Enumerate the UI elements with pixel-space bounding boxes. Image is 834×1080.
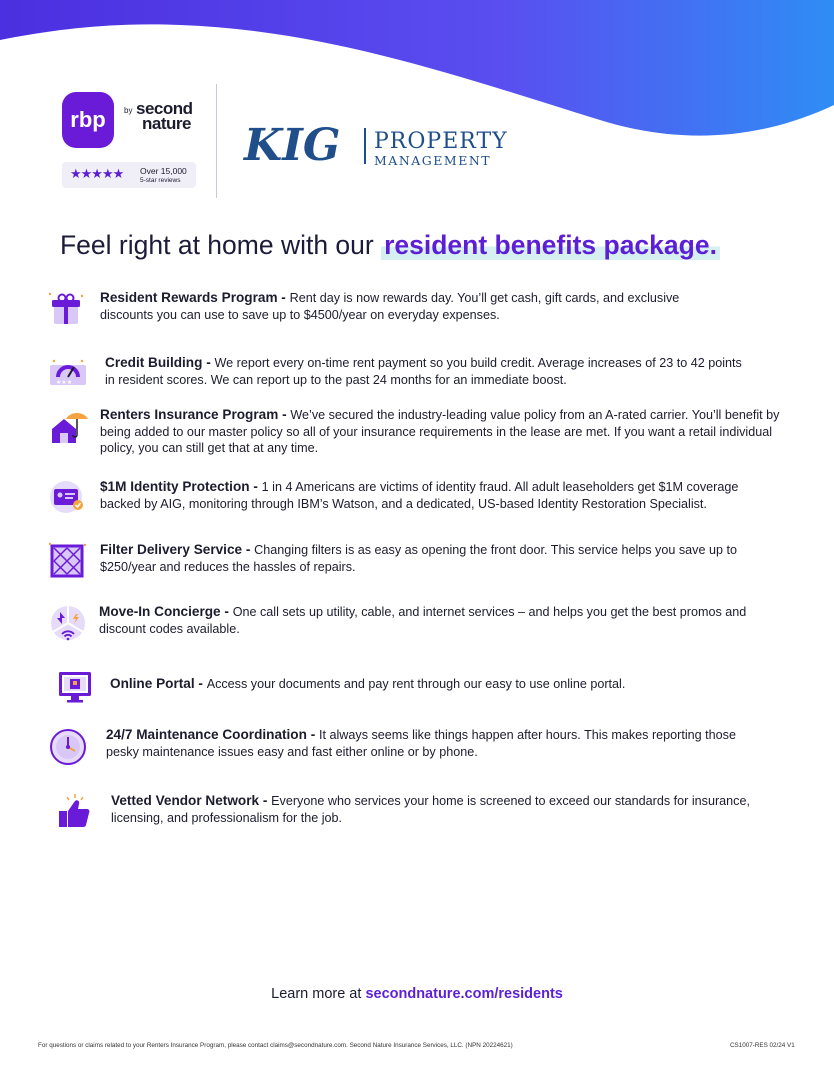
thumbs-up-icon <box>55 793 95 833</box>
headline-highlight: resident benefits package. <box>381 230 720 260</box>
rbp-badge: rbp <box>62 92 114 148</box>
gift-icon <box>48 290 88 330</box>
umbrella-house-icon <box>48 407 88 447</box>
rbp-second-text: second <box>136 99 193 118</box>
benefit-body: 1 in 4 Americans are victims of identity fraud. All adult leaseholders get $1M coverage backed by AIG, monitoring through IBM’s Watson, and a dedicated, US-based Identity Restoration Specialist. <box>100 480 739 511</box>
footer-disclaimer: For questions or claims related to your Renters Insurance Program, please contact claims@secondnature.com. Second Nature Insurance Services, LLC. (NPN 20224621) <box>38 1042 513 1049</box>
benefit-title: Renters Insurance Program - <box>100 407 291 422</box>
benefit-title: Resident Rewards Program - <box>100 290 290 305</box>
monitor-icon <box>55 668 95 708</box>
kig-property-text: PROPERTY <box>374 129 508 154</box>
kig-management-text: MANAGEMENT <box>374 153 492 168</box>
benefit-body: Access your documents and pay rent through our easy to use online portal. <box>206 677 626 691</box>
rbp-by-text: by <box>124 106 133 115</box>
page-title <box>60 230 820 261</box>
headline-lead: Feel right at home with our <box>60 230 382 260</box>
benefit-title: Filter Delivery Service - <box>100 542 255 557</box>
air-filter-icon <box>48 542 88 582</box>
benefit-title: Credit Building - <box>105 355 215 370</box>
benefit-body: One call sets up utility, cable, and internet services – and helps you get the best promos and discount codes available. <box>99 605 747 636</box>
benefit-body: It always seems like things happen after hours. This makes reporting those pesky maintenance issues easy and fast either online or by phone. <box>106 728 736 759</box>
benefit-title: Online Portal - <box>110 676 207 691</box>
kig-mark: KIG <box>244 120 341 171</box>
kig-logo <box>244 118 524 178</box>
reviews-badge <box>62 162 196 188</box>
svg-text:★★★: ★★★ <box>56 380 73 386</box>
rbp-logo <box>62 92 212 152</box>
benefit-title: Vetted Vendor Network - <box>111 793 272 808</box>
benefit-body: Changing filters is as easy as opening the front door. This service helps you save up to $250/year and reduces the hassles of repairs. <box>100 543 737 574</box>
benefit-body: Everyone who services your home is screened to exceed our standards for insurance, licensing, and professionalism for the job. <box>111 794 750 825</box>
kig-separator <box>364 128 366 164</box>
utilities-icon <box>48 604 88 644</box>
rbp-nature-text: nature <box>142 114 191 133</box>
learn-more-link[interactable]: secondnature.com/residents <box>365 986 563 1002</box>
benefit-body: Rent day is now rewards day. You’ll get cash, gift cards, and exclusive discounts you can use to save up to $4500/year on everyday expenses. <box>100 291 680 322</box>
benefit-title: $1M Identity Protection - <box>100 479 262 494</box>
benefit-body: We report every on-time rent payment so you build credit. Average increases of 23 to 42 points in resident scores. We can report up to the past 24 months for an immediate boost. <box>105 356 742 387</box>
benefit-title: Move-In Concierge - <box>99 604 233 619</box>
clock-icon <box>48 727 88 767</box>
reviews-label: 5-star reviews <box>140 177 181 184</box>
learn-more-lead: Learn more at <box>271 986 366 1002</box>
id-card-icon <box>48 479 88 519</box>
benefit-title: 24/7 Maintenance Coordination - <box>106 727 319 742</box>
logo-divider <box>216 84 217 198</box>
learn-more-line <box>0 986 834 1002</box>
reviews-count: Over 15,000 <box>140 166 187 176</box>
credit-gauge-icon <box>48 355 88 395</box>
benefit-body: We’ve secured the industry-leading value policy from an A-rated carrier. You’ll benefit by being added to our master policy so all of your insurance requirements in the lease are met. If you want a retail individual policy, you can still get that at any time. <box>100 408 780 455</box>
star-rating-icon: ★★★★★ <box>70 166 124 181</box>
footer-code: CS1007-RES 02/24 V1 <box>730 1042 795 1049</box>
